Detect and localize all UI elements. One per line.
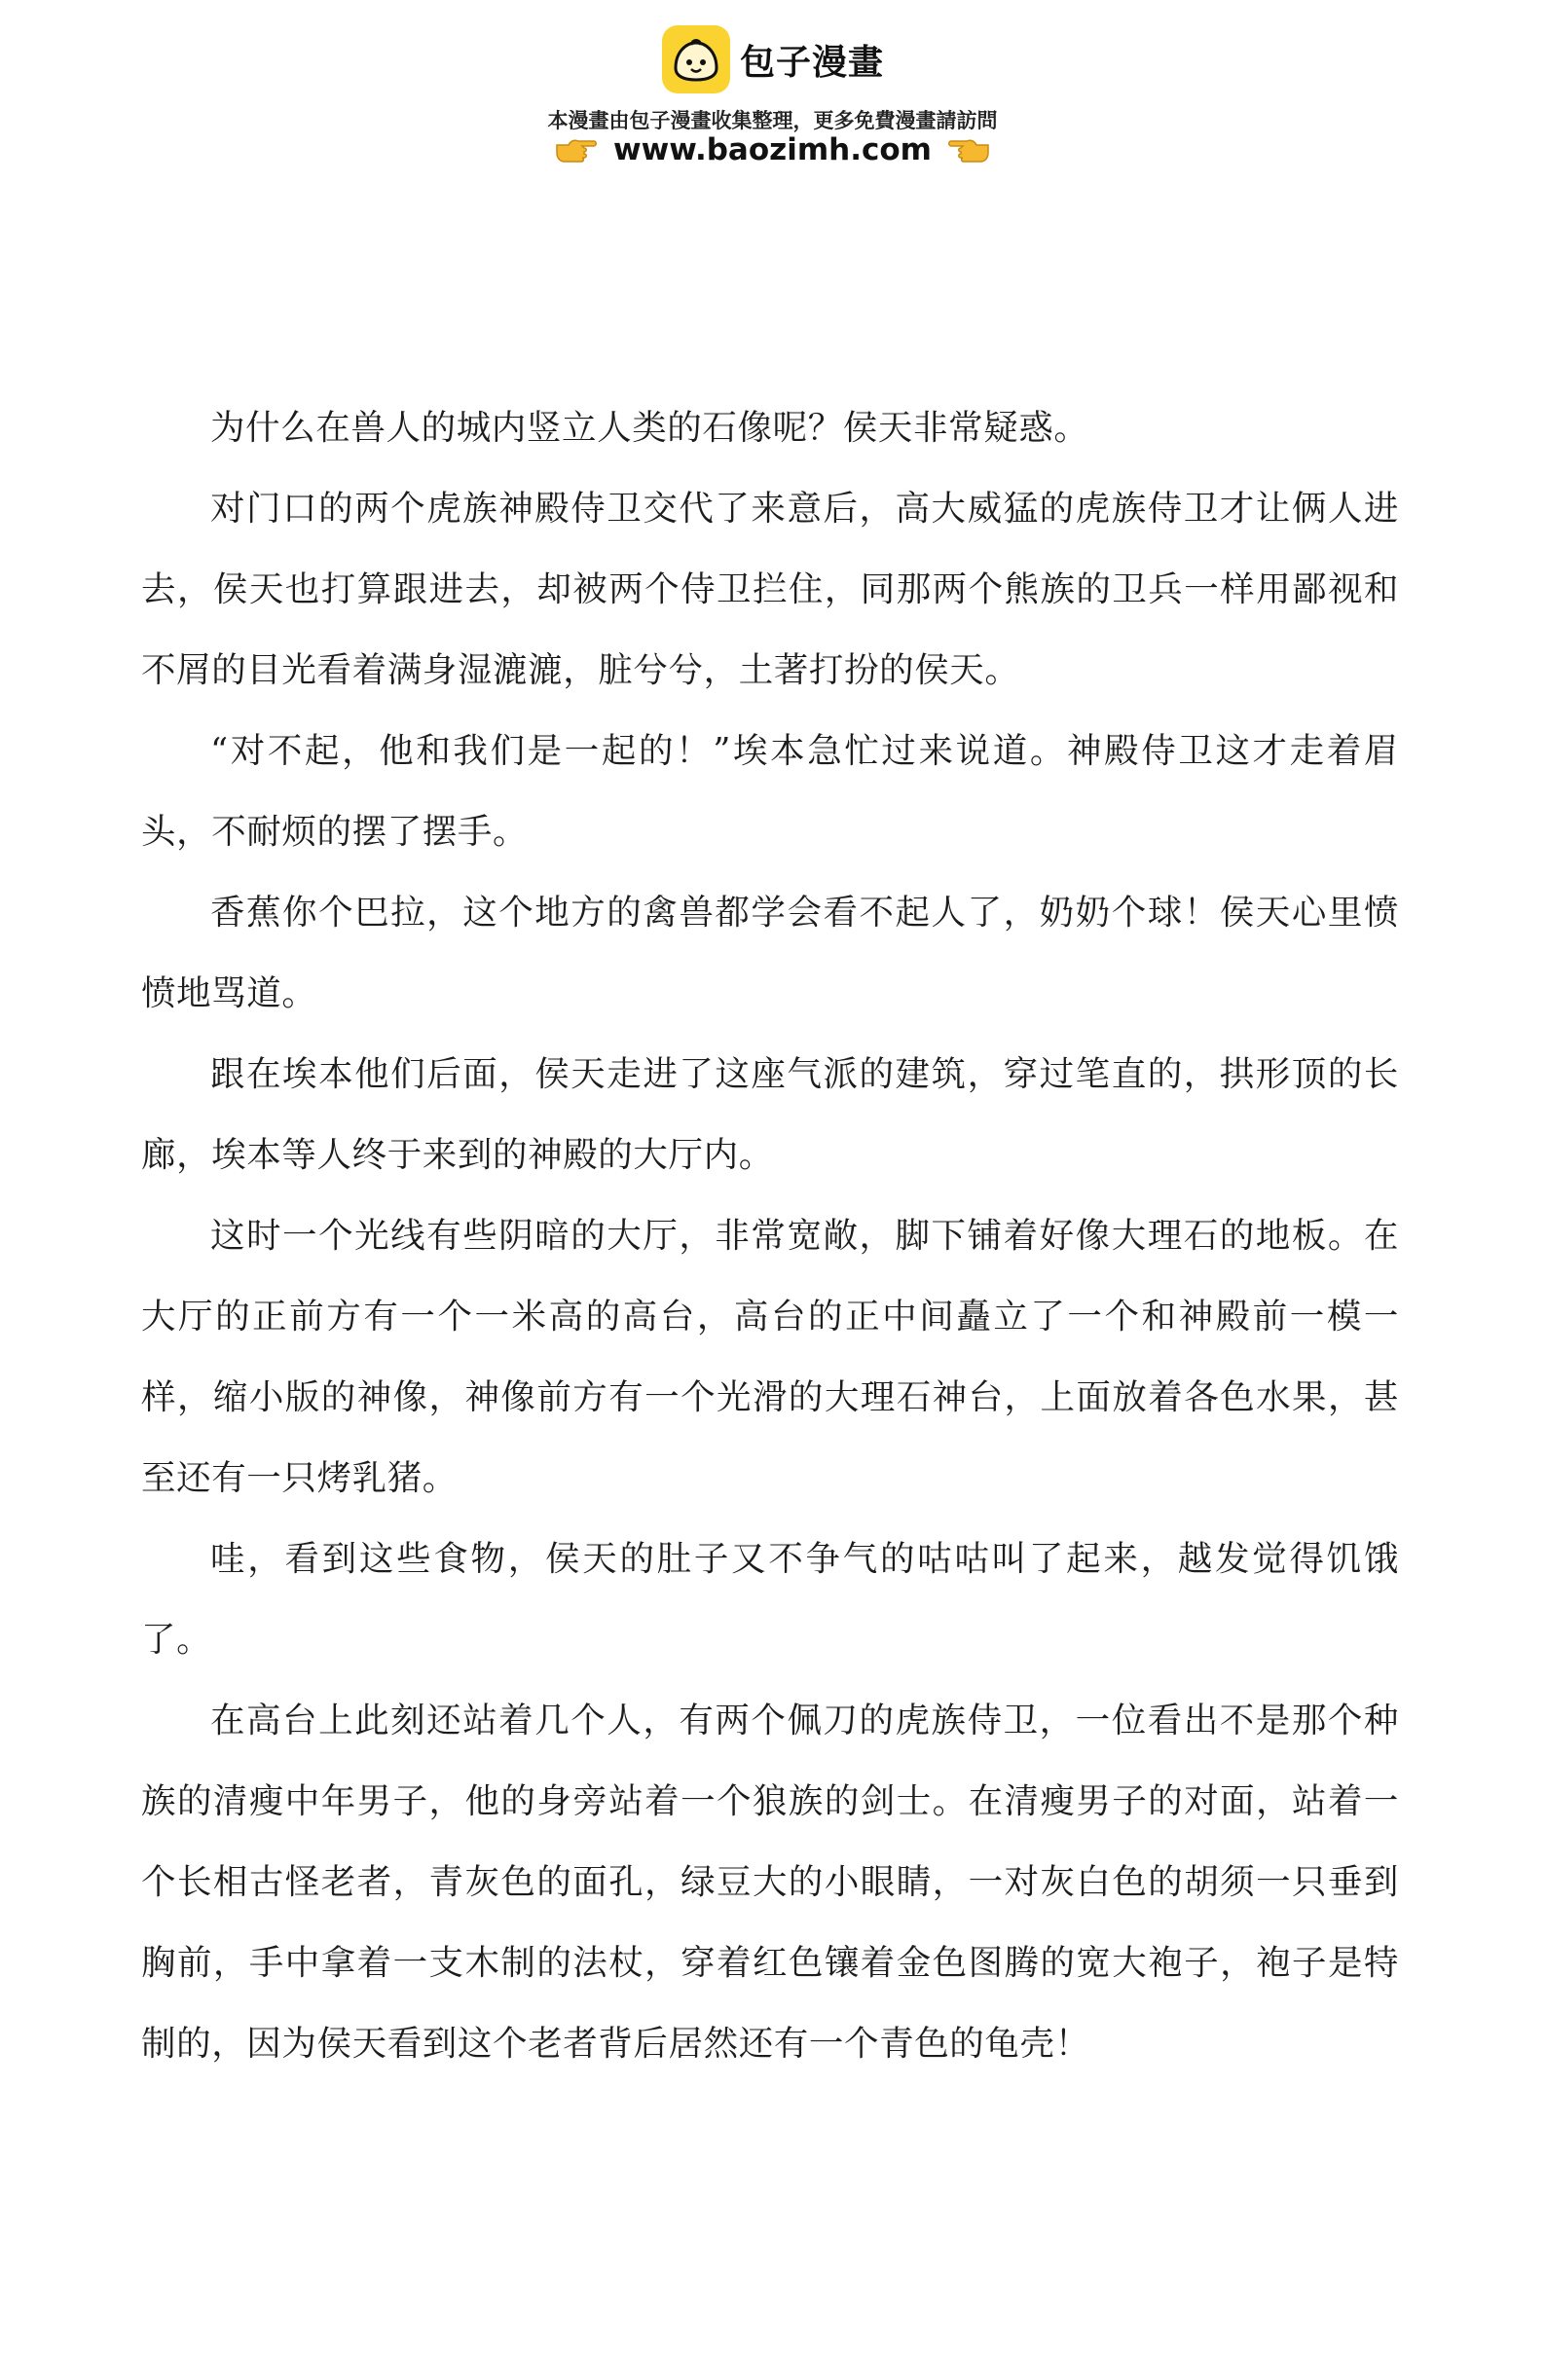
novel-text-body	[141, 387, 1399, 2084]
logo[interactable]	[662, 25, 884, 93]
paragraph: “对不起，他和我们是一起的！”埃本急忙过来说道。神殿侍卫这才走着眉头，不耐烦的摆了摆手。	[141, 731, 1399, 852]
paragraph: 对门口的两个虎族神殿侍卫交代了来意后，高大威猛的虎族侍卫才让俩人进去，侯天也打算跟进去，却被两个侍卫拦住，同那两个熊族的卫兵一样用鄙视和不屑的目光看着满身湿漉漉，脏兮兮，土著打扮的侯天。	[141, 489, 1399, 690]
pointing-left-hand-icon	[947, 135, 990, 165]
paragraph: 为什么在兽人的城内竖立人类的石像呢？侯天非常疑惑。	[210, 408, 1089, 448]
paragraph: 香蕉你个巴拉，这个地方的禽兽都学会看不起人了，奶奶个球！侯天心里愤愤地骂道。	[141, 893, 1399, 1013]
paragraph: 跟在埃本他们后面，侯天走进了这座气派的建筑，穿过笔直的，拱形顶的长廊，埃本等人终于来到的神殿的大厅内。	[141, 1054, 1399, 1175]
pointing-right-hand-icon	[555, 135, 598, 165]
logo-text: 包子漫畫	[740, 42, 885, 83]
site-url-link[interactable]: www.baozimh.com	[613, 132, 932, 167]
site-tagline: 本漫畫由包子漫畫收集整理，更多免費漫畫請訪問	[547, 109, 998, 132]
site-header	[0, 21, 1545, 177]
paragraph: 哇，看到这些食物，侯天的肚子又不争气的咕咕叫了起来，越发觉得饥饿了。	[141, 1539, 1399, 1660]
paragraph: 在高台上此刻还站着几个人，有两个佩刀的虎族侍卫，一位看出不是那个种族的清瘦中年男子，他的身旁站着一个狼族的剑士。在清瘦男子的对面，站着一个长相古怪老者，青灰色的面孔，绿豆大的小眼睛，一对灰白色的胡须一只垂到胸前，手中拿着一支木制的法杖，穿着红色镶着金色图腾的宽大袍子，袍子是特制的，因为侯天看到这个老者背后居然还有一个青色的龟壳！	[141, 1701, 1399, 2064]
paragraph: 这时一个光线有些阴暗的大厅，非常宽敞，脚下铺着好像大理石的地板。在大厅的正前方有一个一米高的高台，高台的正中间矗立了一个和神殿前一模一样，缩小版的神像，神像前方有一个光滑的大理石神台，上面放着各色水果，甚至还有一只烤乳猪。	[141, 1216, 1399, 1498]
site-url-row	[0, 132, 1545, 167]
bun-mascot-icon	[662, 25, 730, 93]
